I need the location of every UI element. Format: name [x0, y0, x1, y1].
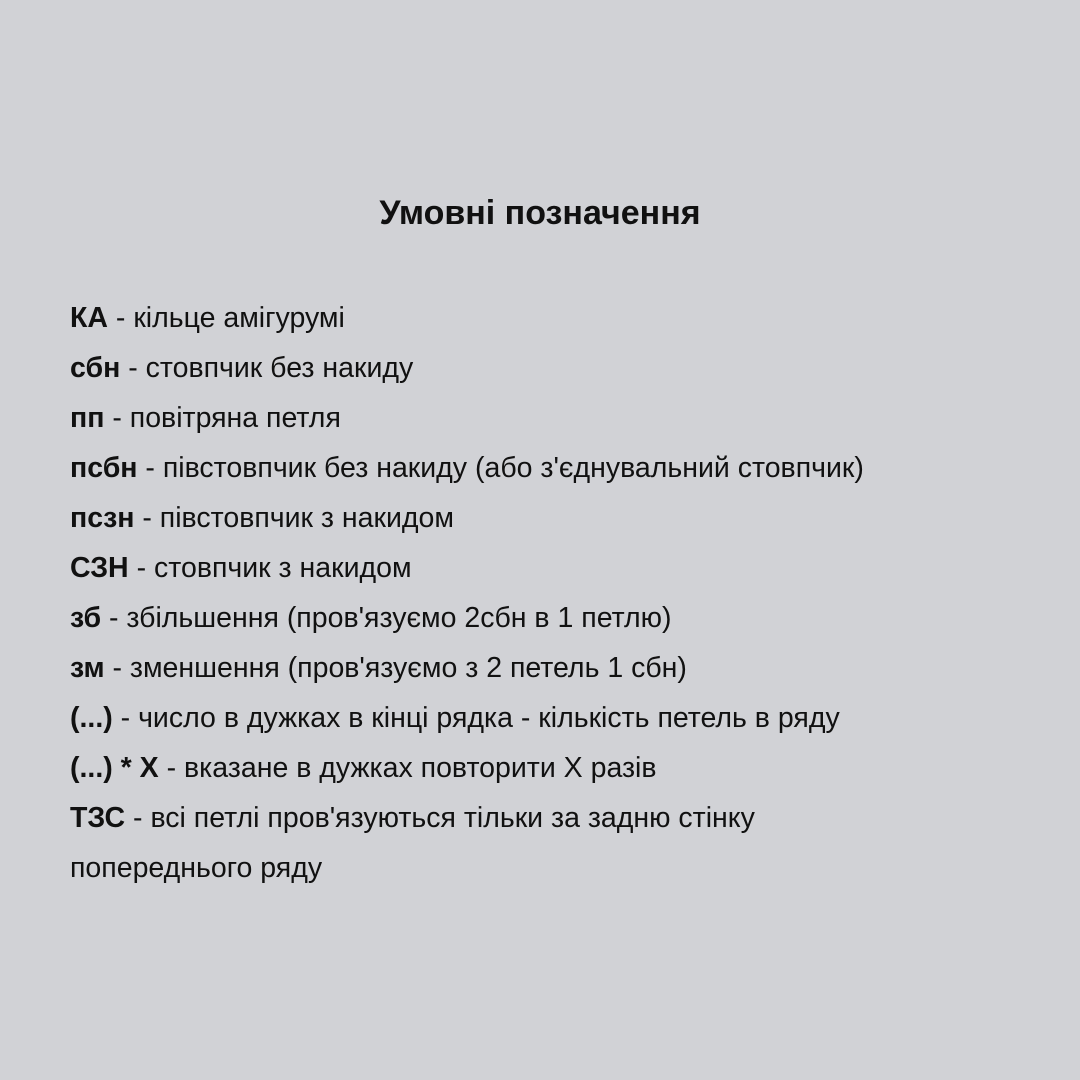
legend-item-psbn	[70, 443, 1030, 493]
legend-term: КА	[70, 302, 108, 334]
legend-term: ТЗС	[70, 802, 126, 834]
legend-term: псзн	[70, 502, 135, 534]
legend-separator: -	[104, 652, 130, 684]
legend-separator: -	[134, 502, 160, 534]
legend-separator: -	[128, 552, 154, 584]
legend-item-zm	[70, 643, 1030, 693]
legend-item-pszn	[70, 493, 1030, 543]
legend-item-repeat	[70, 743, 1030, 793]
legend-definition: стовпчик без накиду	[145, 352, 414, 384]
legend-definition: всі петлі пров'язуються тільки за задню стінку попереднього ряду	[70, 802, 755, 884]
legend-list	[70, 293, 1030, 893]
legend-definition: вказане в дужках повторити Х разів	[184, 752, 657, 784]
legend-definition: стовпчик з накидом	[153, 552, 412, 584]
legend-term: псбн	[70, 452, 138, 484]
legend-definition: збільшення (пров'язуємо 2сбн в 1 петлю)	[126, 602, 672, 634]
legend-definition: зменшення (пров'язуємо з 2 петель 1 сбн)	[129, 652, 687, 684]
legend-item-pp	[70, 393, 1030, 443]
page-title: Умовні позначення	[379, 194, 701, 232]
legend-item-ka	[70, 293, 1030, 343]
legend-item-sbn	[70, 343, 1030, 393]
legend-term: зб	[70, 602, 102, 634]
legend-definition: півстовпчик з накидом	[159, 502, 454, 534]
legend-separator: -	[112, 702, 139, 734]
legend-definition: повітряна петля	[129, 402, 341, 434]
legend-item-parentheses	[70, 693, 1030, 743]
legend-definition: півстовпчик без накиду (або з'єднувальний стовпчик)	[162, 452, 864, 484]
legend-separator: -	[158, 752, 185, 784]
legend-term: СЗН	[70, 552, 129, 584]
legend-term: сбн	[70, 352, 121, 384]
legend-separator: -	[137, 452, 163, 484]
legend-term: (...)	[70, 702, 113, 734]
legend-item-zb	[70, 593, 1030, 643]
legend-definition: кільце амігурумі	[133, 302, 345, 334]
legend-definition: число в дужках в кінці рядка - кількість петель в ряду	[138, 702, 840, 734]
legend-item-tzs	[70, 793, 870, 893]
legend-separator: -	[107, 302, 134, 334]
legend-item-szn	[70, 543, 1030, 593]
legend-term: зм	[70, 652, 105, 684]
legend-term: (...) * Х	[70, 752, 159, 784]
legend-separator: -	[125, 802, 151, 834]
legend-separator: -	[104, 402, 130, 434]
legend-term: пп	[70, 402, 105, 434]
legend-separator: -	[101, 602, 127, 634]
legend-separator: -	[120, 352, 146, 384]
